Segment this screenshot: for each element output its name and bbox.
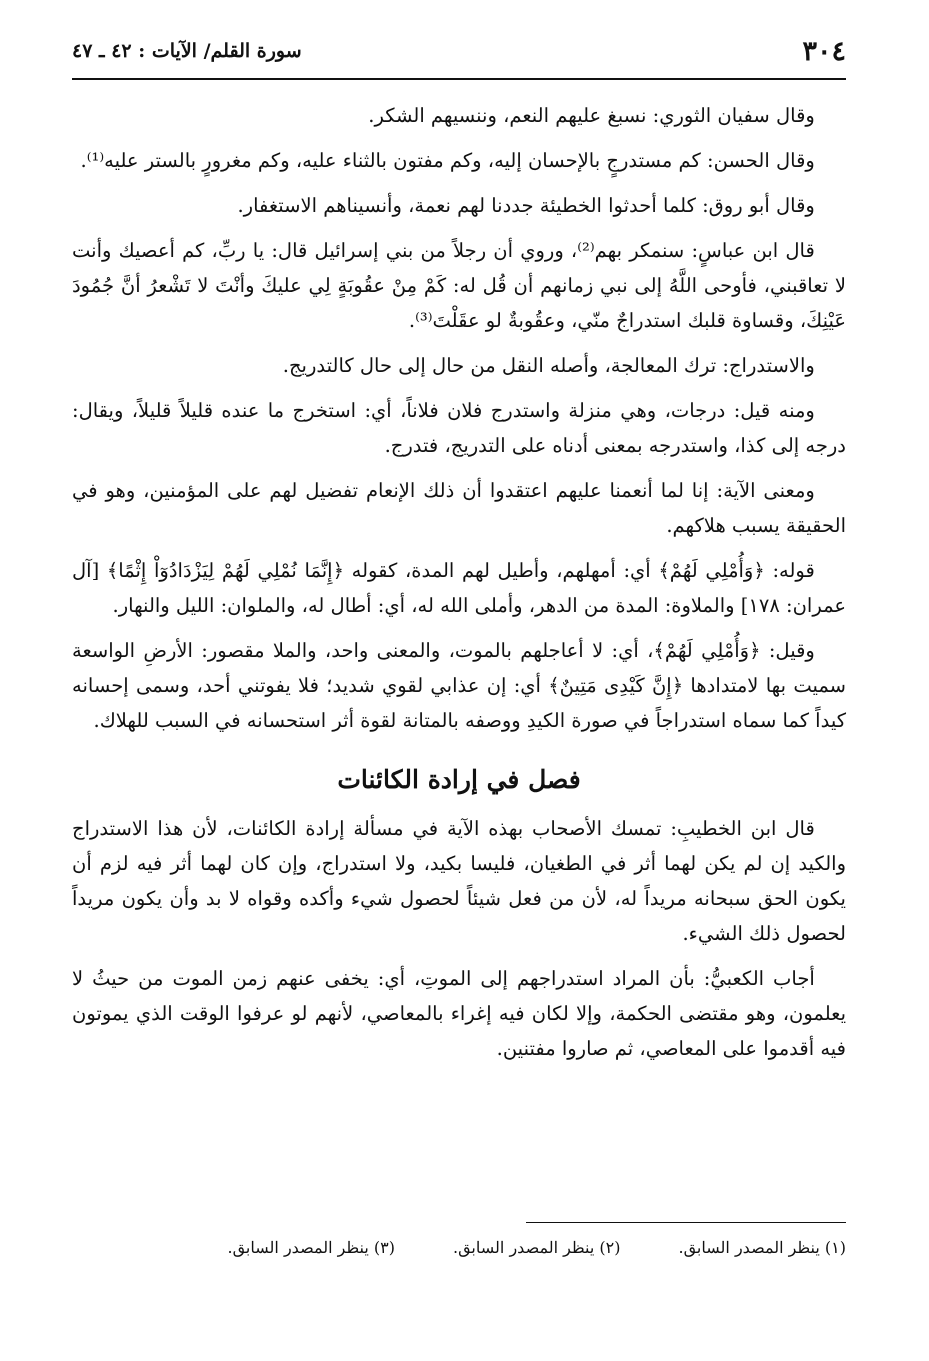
footnotes bbox=[72, 1238, 846, 1257]
book-page bbox=[72, 30, 846, 1076]
header-title: سورة القلم/ الآيات : ٤٢ ـ ٤٧ bbox=[72, 40, 302, 62]
paragraph: قوله: ﴿وَأُمْلِي لَهُمْ﴾ أي: أمهلهم، وأطيل لهم المدة، كقوله ﴿إِنَّمَا نُمْلِي لَهُمْ لِيَزْدَادُوٓاْ إِثْمًا﴾ [آل عمران: ١٧٨] والملاوة: المدة من الدهر، وأملى الله له، أي: أطال له، والملوان: الليل والنهار. bbox=[72, 559, 846, 617]
footnote: (١) ينظر المصدر السابق. bbox=[678, 1238, 846, 1257]
footnote-rule bbox=[526, 1222, 846, 1223]
paragraph: قال ابن الخطيبِ: تمسك الأصحاب بهذه الآية في مسألة إرادة الكائنات، لأن هذا الاستدراج والكيد إن لم يكن لهما أثر في الطغيان، فليسا بكيد، ولا استدراج، وإن كان لهما أثر فيه لزم أن يكون الحق سبحانه مريداً له، لأن من فعل شيئاً لحصول شيء وأكده وقواه لا بد وأن يكون مريداً لحصول ذلك الشيء. bbox=[72, 817, 846, 945]
paragraph: وقال الحسن: كم مستدرجٍ بالإحسان إليه، وكم مفتون بالثناء عليه، وكم مغرورٍ بالستر عليه⁽¹⁾. bbox=[80, 149, 815, 172]
footnote: (٣) ينظر المصدر السابق. bbox=[227, 1238, 395, 1257]
paragraph: وقال أبو روق: كلما أحدثوا الخطيئة جددنا لهم نعمة، وأنسيناهم الاستغفار. bbox=[237, 194, 815, 217]
paragraph: أجاب الكعبيُّ: بأن المراد استدراجهم إلى الموتِ، أي: يخفى عنهم زمن الموت من حيثُ لا يعلمون، وهو مقتضى الحكمة، وإلا لكان فيه إغراء بالمعاصي، لأنهم لو عرفوا الوقت الذي يموتون فيه أقدموا على المعاصي، ثم صاروا مفتنين. bbox=[72, 967, 846, 1060]
paragraph: ومنه قيل: درجات، وهي منزلة واستدرج فلان فلاناً، أي: استخرج ما عنده قليلاً قليلاً، ويقال: درجه إلى كذا، واستدرجه بمعنى أدناه على التدريج، فتدرج. bbox=[72, 399, 846, 457]
paragraph: وقيل: ﴿وَأُمْلِي لَهُمْ﴾، أي: لا أعاجلهم بالموت، والمعنى واحد، والملا مقصور: الأرضِ الواسعة سميت بها لامتدادها ﴿إِنَّ كَيْدِى مَتِينٌ﴾ أي: إن عذابي لقوي شديد؛ فلا يفوتني أحد، وسمى إحسانه كيداً كما سماه استدراجاً في صورة الكيدِ ووصفه بالمتانة لقوة أثر استحسانه في السبب للهلاك. bbox=[72, 639, 846, 732]
page-body bbox=[72, 98, 846, 1066]
header-rule bbox=[72, 78, 846, 80]
page-number: ٣٠٤ bbox=[802, 36, 846, 67]
paragraph: وقال سفيان الثوري: نسبغ عليهم النعم، وننسيهم الشكر. bbox=[368, 104, 815, 127]
footnote: (٢) ينظر المصدر السابق. bbox=[453, 1238, 621, 1257]
paragraph: قال ابن عباسٍ: سنمكر بهم⁽²⁾، وروي أن رجلاً من بني إسرائيل قال: يا ربِّ، كم أعصيك وأنت لا تعاقبني، فأوحى اللَّهُ إلى نبي زمانهم أن قُل له: كَمْ مِنْ عقُوبَةٍ لِي عليكَ وأنْتَ لا تَشْعرُ أنَّ جُمُودَ عَيْنِكَ، وقساوة قلبك استدراجٌ منّي، وعقُوبةٌ لو عقَلْتَ⁽³⁾. bbox=[72, 239, 846, 332]
running-header bbox=[72, 30, 846, 72]
paragraph: ومعنى الآية: إنا لما أنعمنا عليهم اعتقدوا أن ذلك الإنعام تفضيل لهم على المؤمنين، وهو في الحقيقة يسبب هلاكهم. bbox=[72, 479, 846, 537]
paragraph: والاستدراج: ترك المعالجة، وأصله النقل من حال إلى حال كالتدريج. bbox=[282, 354, 815, 377]
section-heading: فصل في إرادة الكائنات bbox=[337, 765, 581, 794]
